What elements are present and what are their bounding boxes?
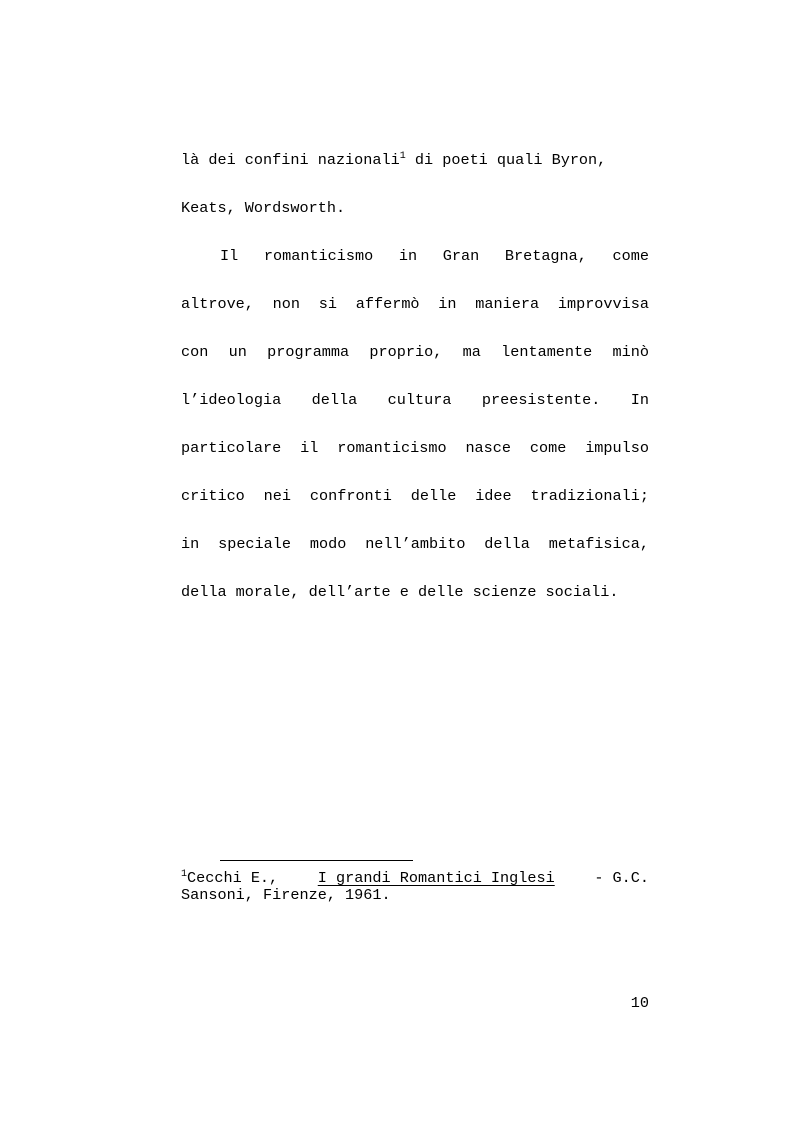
footnote-publisher-start: - G.C. bbox=[594, 869, 649, 887]
footnote-author: Cecchi E., bbox=[187, 869, 279, 887]
footnote-citation-start bbox=[181, 869, 278, 887]
body-line-4-text: altrove, non si affermò in maniera improvvisa bbox=[181, 295, 649, 313]
body-line-2: Keats, Wordsworth. bbox=[181, 199, 346, 217]
body-line-9 bbox=[181, 534, 649, 554]
body-line-8 bbox=[181, 486, 649, 506]
body-line-1-end: di poeti quali Byron, bbox=[405, 151, 607, 169]
body-line-6 bbox=[181, 390, 649, 410]
body-line-7 bbox=[181, 438, 649, 458]
body-line-8-text: critico nei confronti delle idee tradizionali; bbox=[181, 487, 649, 505]
body-line-5-text: con un programma proprio, ma lentamente minò bbox=[181, 343, 649, 361]
body-line-3-text: Il romanticismo in Gran Bretagna, come bbox=[220, 247, 649, 265]
page-number: 10 bbox=[630, 994, 649, 1012]
body-line-1-start: là dei confini nazionali bbox=[181, 151, 400, 169]
body-line-5 bbox=[181, 342, 649, 362]
body-line-6-text: l’ideologia della cultura preesistente. In bbox=[181, 391, 649, 409]
body-line-1 bbox=[181, 150, 649, 170]
body-line-3 bbox=[220, 246, 649, 266]
body-line-9-text: in speciale modo nell’ambito della metafisica, bbox=[181, 535, 649, 553]
footnote-title: I grandi Romantici Inglesi bbox=[317, 869, 555, 887]
footnote-line-1 bbox=[181, 869, 649, 887]
body-line-7-text: particolare il romanticismo nasce come impulso bbox=[181, 439, 649, 457]
footnote-line-2: Sansoni, Firenze, 1961. bbox=[181, 886, 391, 904]
footnote-separator bbox=[220, 860, 413, 861]
body-line-10: della morale, dell’arte e delle scienze sociali. bbox=[181, 583, 619, 601]
footnote-reference[interactable]: 1 bbox=[399, 150, 406, 162]
body-line-4 bbox=[181, 294, 649, 314]
footnote-marker: 1 bbox=[181, 868, 188, 880]
